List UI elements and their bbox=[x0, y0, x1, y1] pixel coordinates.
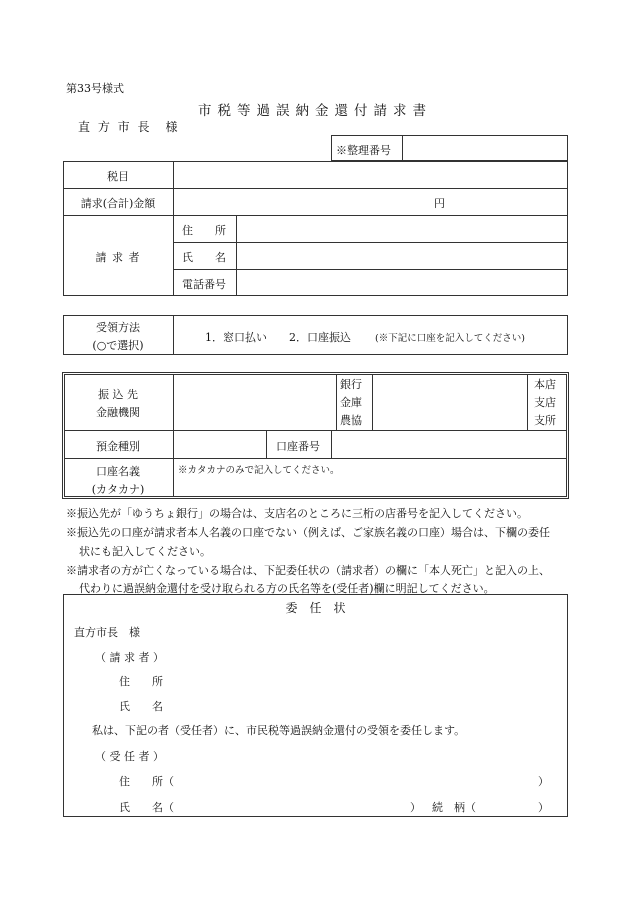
amount-field[interactable] bbox=[175, 190, 566, 213]
koza-bangou-label: 口座番号 bbox=[276, 440, 320, 453]
inin-jusho-open: 住 所（ bbox=[119, 775, 174, 788]
yen-unit: 円 bbox=[434, 197, 445, 210]
inin-statement: 私は、下記の者（受任者）に、市民税等過誤納金還付の受領を委任します。 bbox=[92, 724, 466, 737]
seiri-bangou-field[interactable] bbox=[404, 137, 566, 159]
shimei-field[interactable] bbox=[238, 244, 566, 267]
inin-title: 委 任 状 bbox=[285, 601, 346, 615]
denwa-label: 電話番号 bbox=[182, 278, 226, 291]
inin-shimei: 氏 名 bbox=[119, 700, 163, 713]
jusho-field[interactable] bbox=[238, 217, 566, 240]
inin-seikyusha: （ 請 求 者 ） bbox=[95, 651, 164, 664]
meigi-field[interactable] bbox=[175, 476, 565, 496]
meigi-label-sub: (カタカナ) bbox=[91, 483, 145, 496]
method-note: (※下記に口座を記入してください) bbox=[375, 333, 525, 344]
branch-name-field[interactable] bbox=[374, 375, 525, 428]
yokin-label: 預金種別 bbox=[96, 440, 140, 453]
jyuninsha-jusho-field[interactable] bbox=[185, 770, 535, 788]
addressee: 直 方 市 長 様 bbox=[78, 120, 180, 134]
bank-name-field[interactable] bbox=[175, 375, 334, 428]
zeimoku-field[interactable] bbox=[175, 163, 566, 186]
branch-type-shiten: 支店 bbox=[534, 396, 556, 409]
inin-jusho: 住 所 bbox=[119, 675, 163, 688]
koza-bangou-field[interactable] bbox=[333, 432, 565, 456]
note-deceased-cont: 代わりに過誤納金還付を受け取られる方の氏名等を(受任者)欄に明記してください。 bbox=[79, 582, 495, 595]
page-title: 市税等過誤納金還付請求書 bbox=[198, 103, 432, 119]
inin-zokugara: 続 柄（ bbox=[432, 801, 476, 814]
branch-type-honten: 本店 bbox=[534, 378, 556, 391]
yokin-field[interactable] bbox=[175, 432, 264, 456]
bank-label-sub: 金融機関 bbox=[96, 406, 140, 419]
note-other-account-cont: 状にも記入してください。 bbox=[79, 545, 211, 558]
method-label-sub: (○で選択) bbox=[92, 339, 144, 352]
form-number: 第33号様式 bbox=[66, 82, 124, 95]
meigi-label: 口座名義 bbox=[96, 465, 140, 478]
note-other-account: ※振込先の口座が請求者本人名義の口座でない（例えば、ご家族名義の口座）場合は、下欄の委任 bbox=[66, 526, 550, 539]
bank-type-nokyo: 農協 bbox=[340, 414, 362, 427]
bank-type-ginko: 銀行 bbox=[340, 378, 362, 391]
branch-type-shisho: 支所 bbox=[534, 414, 556, 427]
inin-shimei-open: 氏 名（ bbox=[119, 801, 174, 814]
zokugara-field[interactable] bbox=[485, 796, 535, 814]
zeimoku-label: 税目 bbox=[107, 170, 129, 183]
method-options[interactable]: 1．窓口払い 2．口座振込 bbox=[205, 331, 351, 344]
inin-addressee: 直方市長 様 bbox=[74, 626, 140, 639]
seikyusha-label: 請 求 者 bbox=[95, 251, 141, 264]
bank-type-kinko: 金庫 bbox=[340, 396, 362, 409]
jusho-label: 住 所 bbox=[182, 224, 226, 237]
amount-label: 請求(合計)金額 bbox=[80, 197, 156, 210]
inin-shimei-close: ） bbox=[410, 801, 421, 814]
inin-zokugara-close: ） bbox=[538, 801, 549, 814]
katakana-note: ※カタカナのみで記入してください。 bbox=[178, 465, 340, 476]
seiri-bangou-label: ※整理番号 bbox=[336, 144, 391, 157]
jyuninsha-shimei-field[interactable] bbox=[185, 796, 405, 814]
inin-jusho-close: ） bbox=[538, 775, 549, 788]
shimei-label: 氏 名 bbox=[182, 251, 226, 264]
method-label: 受領方法 bbox=[96, 321, 140, 334]
bank-label: 振 込 先 bbox=[98, 388, 138, 401]
denwa-field[interactable] bbox=[238, 271, 566, 294]
inin-jyuninsha: （ 受 任 者 ） bbox=[95, 750, 164, 763]
note-yucho: ※振込先が「ゆうちょ銀行」の場合は、支店名のところに三桁の店番号を記入してください。 bbox=[66, 507, 528, 520]
note-deceased: ※請求者の方が亡くなっている場合は、下記委任状の（請求者）の欄に「本人死亡」と記入の上、 bbox=[66, 564, 550, 577]
